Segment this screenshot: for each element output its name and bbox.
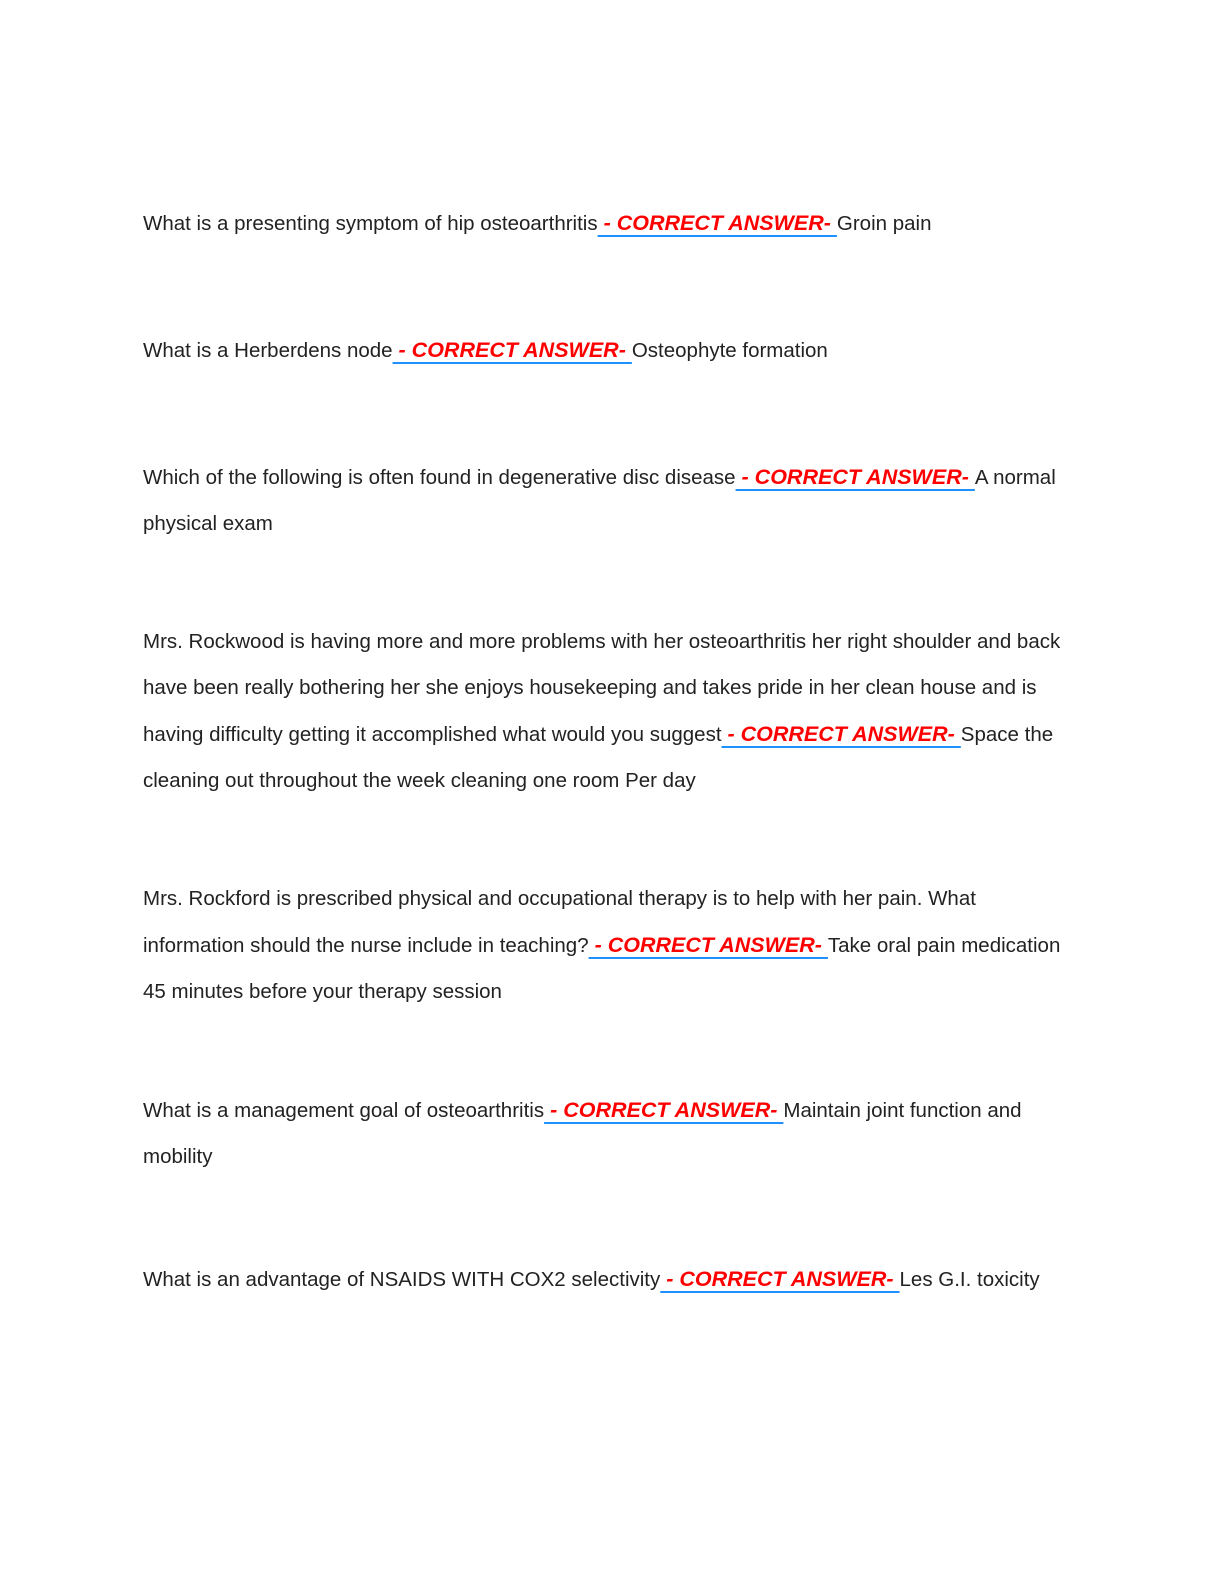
qa-item-7 [143, 1256, 1068, 1303]
question-text: Mrs. Rockwood is having more and more problems with her osteoarthritis her right shoulder and back have been really bothering her she enjoys housekeeping and takes pride in her clean house and is having difficulty getting it accomplished what would you suggest [143, 630, 1061, 746]
question-text: What is a Herberdens node [143, 339, 393, 362]
qa-item-3 [143, 454, 1068, 547]
qa-item-1 [143, 200, 1068, 247]
answer-text: A normal physical exam [143, 466, 1056, 535]
answer-text: Osteophyte formation [631, 339, 828, 362]
correct-answer-marker: - CORRECT ANSWER- [392, 338, 632, 362]
question-text: What is a management goal of osteoarthritis [143, 1099, 545, 1122]
qa-item-6 [143, 1087, 1068, 1180]
document-page [143, 200, 1068, 1303]
question-text: What is a presenting symptom of hip osteoarthritis [143, 212, 598, 235]
qa-item-2 [143, 327, 1068, 374]
answer-text: Maintain joint function and mobility [143, 1099, 1022, 1168]
question-text: What is an advantage of NSAIDS WITH COX2 selectivity [143, 1268, 661, 1291]
qa-item-5 [143, 876, 1068, 1015]
correct-answer-marker: - CORRECT ANSWER- [721, 722, 961, 746]
correct-answer-marker: - CORRECT ANSWER- [735, 465, 975, 489]
correct-answer-marker: - CORRECT ANSWER- [660, 1267, 900, 1291]
correct-answer-marker: - CORRECT ANSWER- [588, 933, 828, 957]
correct-answer-marker: - CORRECT ANSWER- [544, 1098, 784, 1122]
question-text: Which of the following is often found in degenerative disc disease [143, 466, 736, 489]
answer-text: Les G.I. toxicity [899, 1268, 1040, 1291]
answer-text: Groin pain [836, 212, 932, 235]
answer-text: Take oral pain medication 45 minutes before your therapy session [143, 934, 1061, 1003]
correct-answer-marker: - CORRECT ANSWER- [597, 211, 837, 235]
answer-text: Space the cleaning out throughout the week cleaning one room Per day [143, 723, 1054, 792]
question-text: Mrs. Rockford is prescribed physical and occupational therapy is to help with her pain. What information should the nurse include in teaching? [143, 887, 976, 957]
qa-item-4 [143, 619, 1068, 804]
